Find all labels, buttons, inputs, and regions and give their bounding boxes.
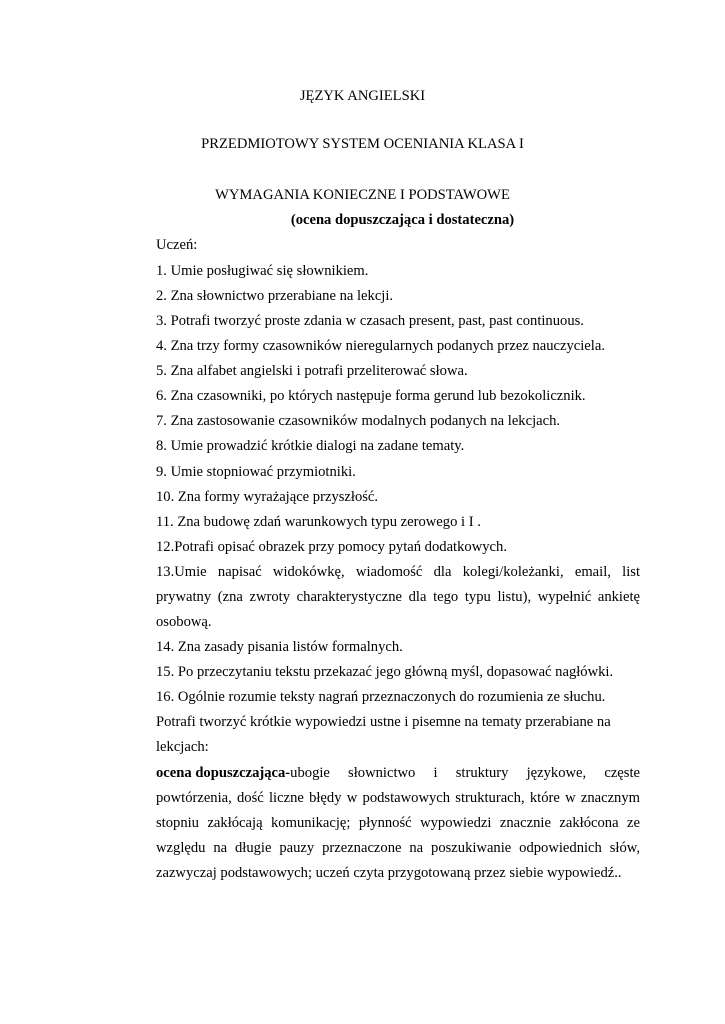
list-item: 1. Umie posługiwać się słownikiem. (156, 263, 369, 279)
system-heading: PRZEDMIOTOWY SYSTEM OCENIANIA KLASA I (201, 136, 524, 152)
student-label: Uczeń: (156, 237, 198, 253)
summary-line: Potrafi tworzyć krótkie wypowiedzi ustne i pisemne na tematy przerabiane na (156, 714, 611, 730)
list-item: 6. Zna czasowniki, po których następuje forma gerund lub bezokolicznik. (156, 388, 586, 404)
list-item: 8. Umie prowadzić krótkie dialogi na zadane tematy. (156, 438, 465, 454)
list-item: 3. Potrafi tworzyć proste zdania w czasach present, past, past continuous. (156, 313, 584, 329)
grade-line: względu na długie pauzy przeznaczone na poszukiwanie odpowiednich słów, (156, 840, 640, 856)
list-item: 15. Po przeczytaniu tekstu przekazać jego główną myśl, dopasować nagłówki. (156, 664, 614, 680)
list-item-13-line: 13.Umie napisać widokówkę, wiadomość dla kolegi/koleżanki, email, list (156, 564, 640, 580)
list-item: 14. Zna zasady pisania listów formalnych. (156, 639, 403, 655)
grades-heading: (ocena dopuszczająca i dostateczna) (290, 212, 515, 228)
list-item: 5. Zna alfabet angielski i potrafi przeliterować słowa. (156, 363, 468, 379)
list-item: 9. Umie stopniować przymiotniki. (156, 464, 356, 480)
list-item: 11. Zna budowę zdań warunkowych typu zerowego i I . (156, 514, 481, 530)
list-item-13-line: osobową. (156, 614, 212, 630)
grade-line: ubogie słownictwo i struktury językowe, częste (290, 765, 640, 781)
list-item: 16. Ogólnie rozumie teksty nagrań przeznaczonych do rozumienia ze słuchu. (156, 689, 606, 705)
subject-heading: JĘZYK ANGIELSKI (299, 88, 426, 104)
list-item: 10. Zna formy wyrażające przyszłość. (156, 489, 379, 505)
requirements-heading: WYMAGANIA KONIECZNE I PODSTAWOWE (215, 187, 510, 203)
grade-description-first-line (156, 765, 640, 782)
grade-line: zazwyczaj podstawowych; uczeń czyta przygotowaną przez siebie wypowiedź.. (156, 865, 622, 881)
list-item: 2. Zna słownictwo przerabiane na lekcji. (156, 288, 394, 304)
grade-label: ocena dopuszczająca- (156, 765, 291, 781)
grade-line: stopniu zakłócają komunikację; płynność wypowiedzi znacznie zakłócona ze (156, 815, 640, 831)
list-item: 12.Potrafi opisać obrazek przy pomocy pytań dodatkowych. (156, 539, 507, 555)
list-item: 4. Zna trzy formy czasowników nieregularnych podanych przez nauczyciela. (156, 338, 605, 354)
grade-line: powtórzenia, dość liczne błędy w podstawowych strukturach, które w znacznym (156, 790, 640, 806)
list-item-13-line: prywatny (zna zwroty charakterystyczne dla tego typu listu), wypełnić ankietę (156, 589, 640, 605)
summary-line: lekcjach: (156, 739, 209, 755)
list-item: 7. Zna zastosowanie czasowników modalnych podanych na lekcjach. (156, 413, 561, 429)
